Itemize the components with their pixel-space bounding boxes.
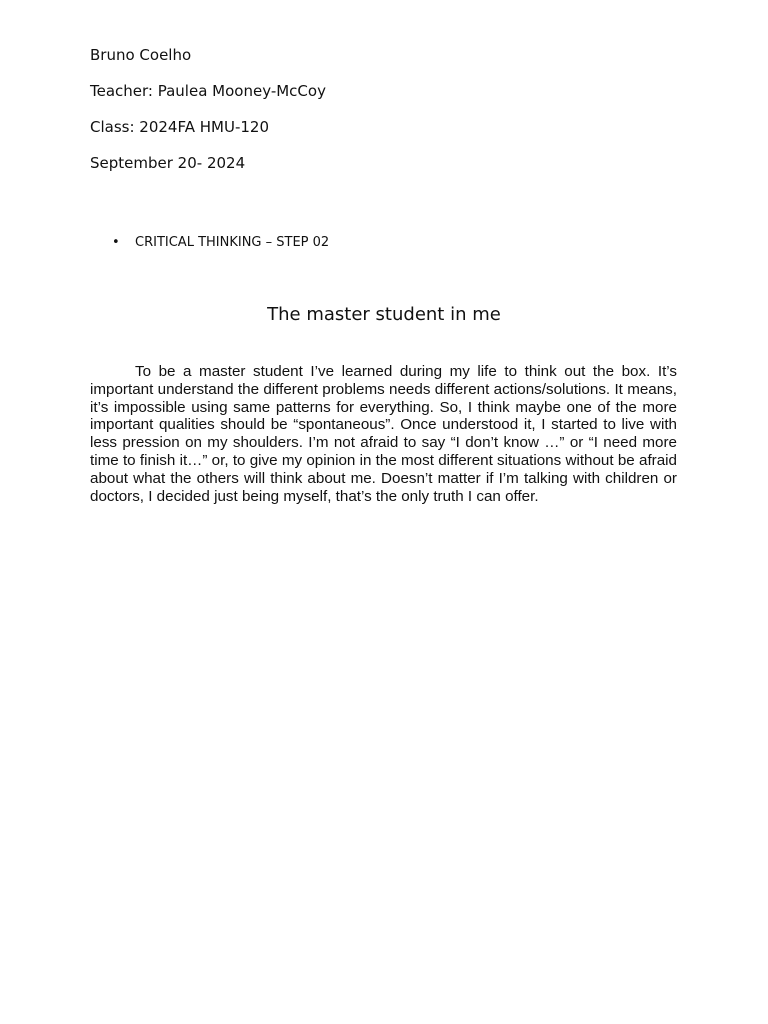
teacher-line: Teacher: Paulea Mooney-McCoy [90, 82, 326, 100]
bullet-list [90, 234, 329, 252]
document-title: The master student in me [267, 304, 501, 325]
bullet-item-text: CRITICAL THINKING – STEP 02 [135, 235, 330, 250]
bullet-item [90, 234, 329, 252]
student-name: Bruno Coelho [90, 46, 192, 64]
class-line: Class: 2024FA HMU-120 [90, 118, 269, 136]
body-paragraph: To be a master student I’ve learned during my life to think out the box. It’s important understand the different problems needs different actions/solutions. It means, it’s impossible using same patterns for everything. So, I think maybe one of the more important qualities should be “spontaneous”. Once understood it, I started to live with less pression on my shoulders. I’m not afraid to say “I don’t know …” or “I need more time to finish it…” or, to give my opinion in the most different situations without be afraid about what the others will think about me. Doesn’t matter if I’m talking with children or doctors, I decided just being myself, that’s the only truth I can offer. [90, 363, 677, 505]
date-line: September 20- 2024 [90, 154, 246, 172]
bullet-marker: • [112, 235, 120, 250]
